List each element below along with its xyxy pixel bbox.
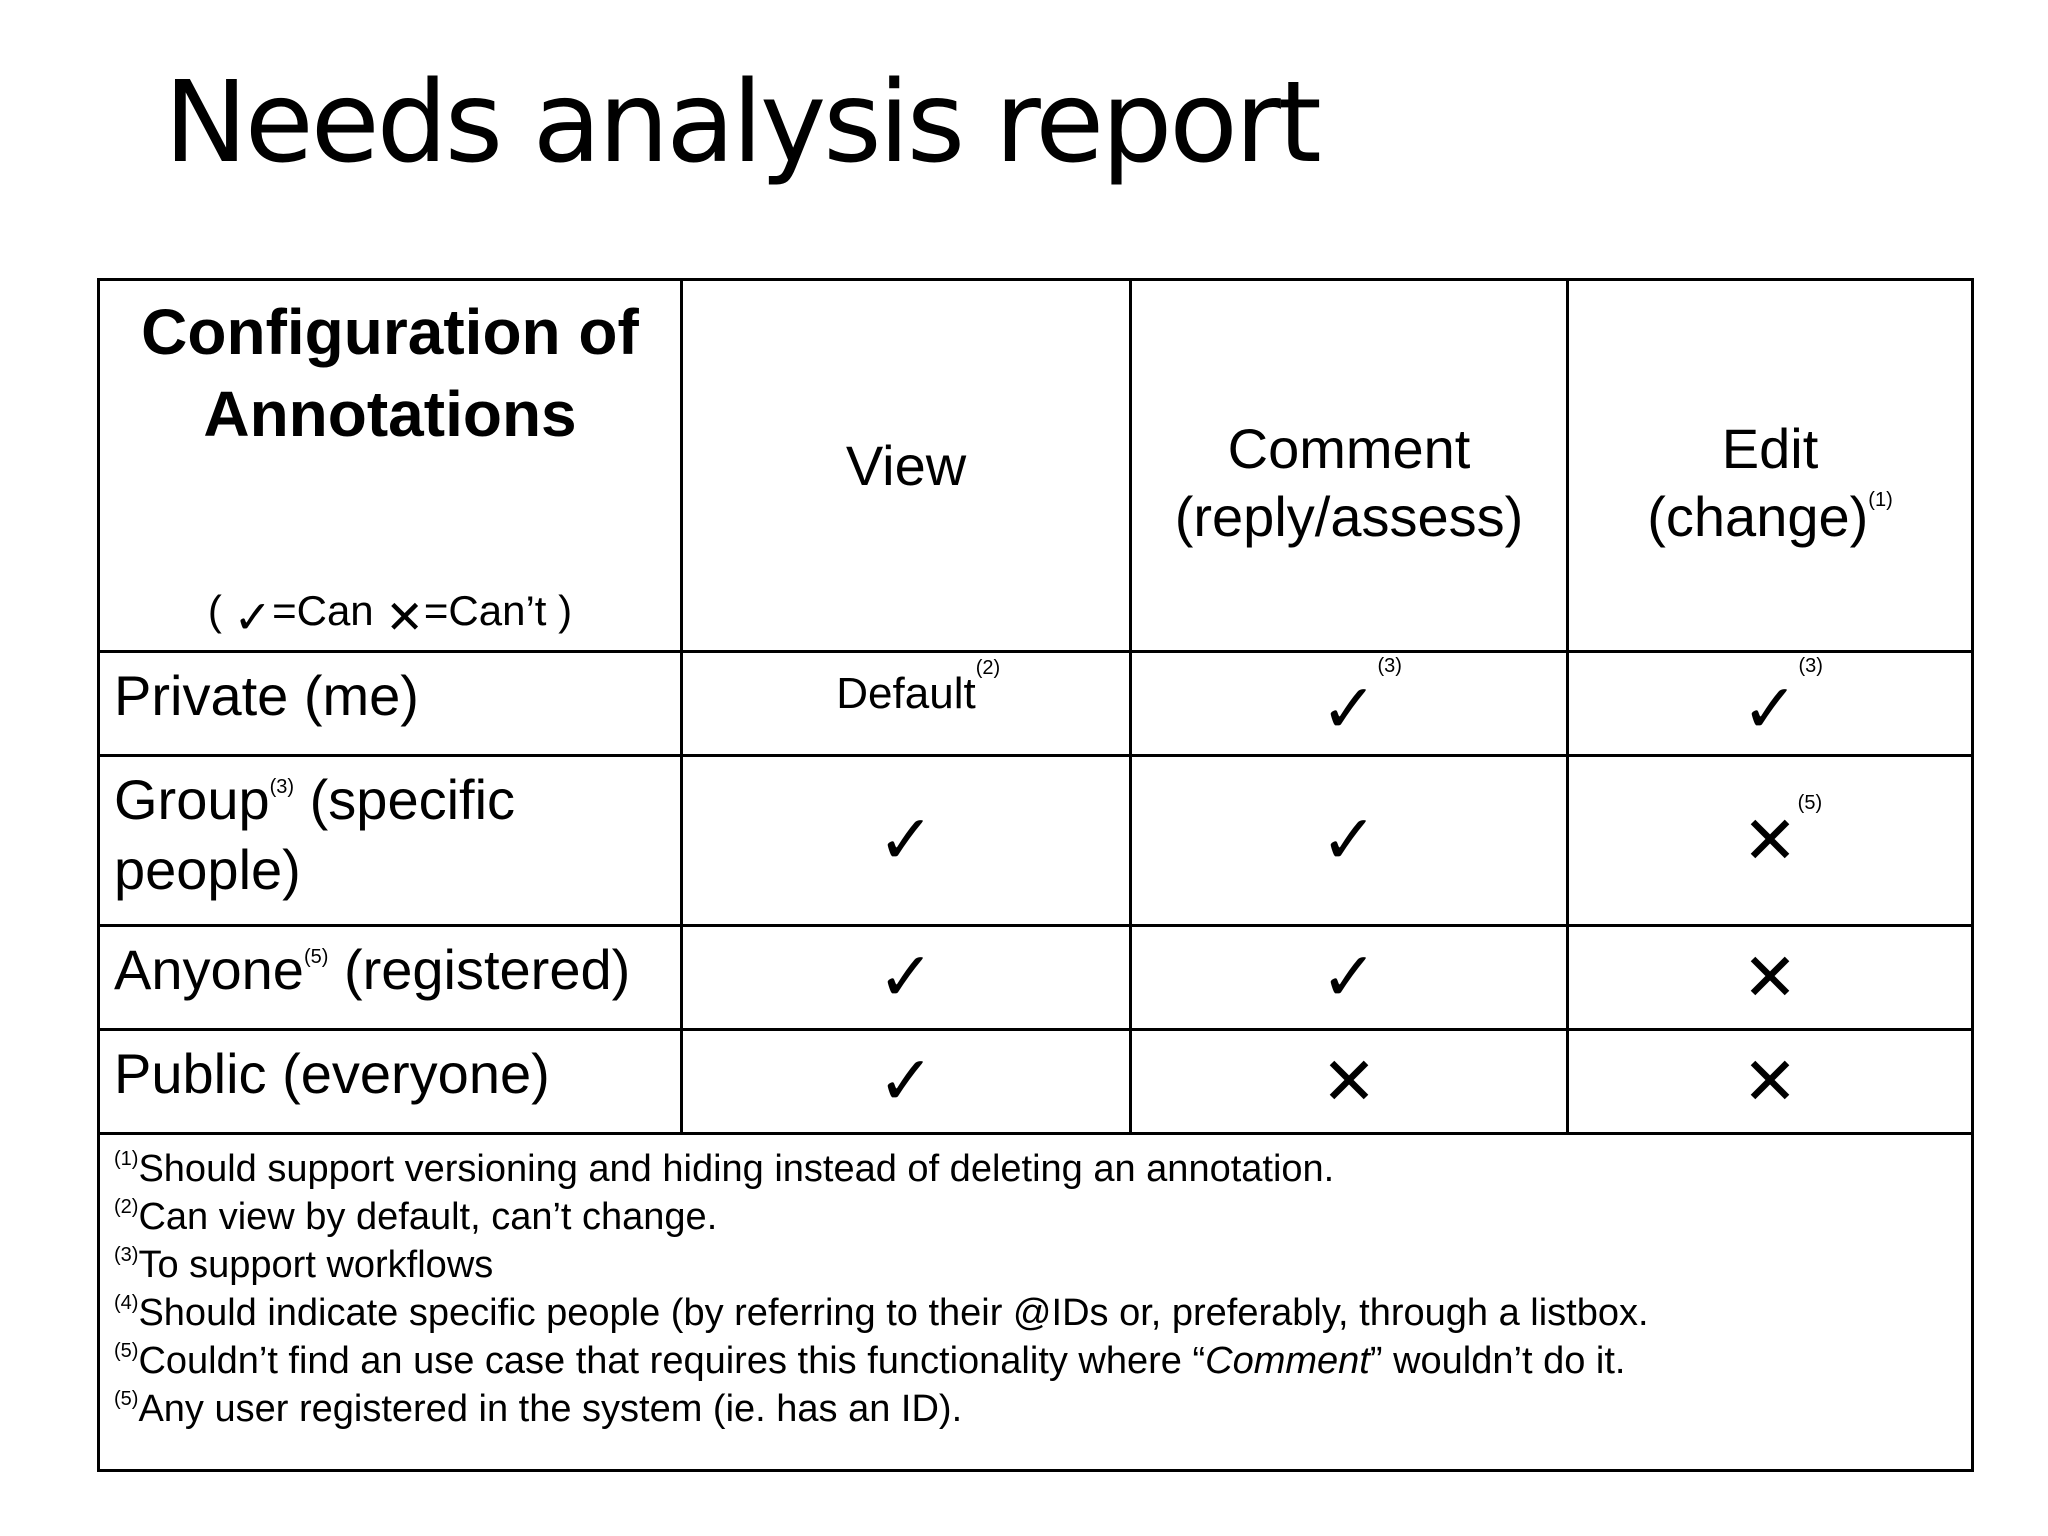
column-header-edit [1568, 280, 1973, 652]
table-row [99, 926, 1973, 1030]
column-header-view [682, 280, 1131, 652]
footnote-ref: (3) [1377, 654, 1402, 677]
table-cell [1568, 926, 1973, 1030]
legend-open: ( [207, 587, 222, 634]
config-header-cell [99, 280, 682, 652]
header-row [99, 280, 1973, 652]
table-cell [1131, 756, 1568, 926]
table-cell [682, 652, 1131, 756]
footnotes-row [99, 1134, 1973, 1471]
footnote-ref: (2) [975, 656, 1001, 679]
table-cell [1568, 652, 1973, 756]
check-icon: ✓ [1320, 669, 1378, 749]
footnote-ref: (5) [1797, 791, 1823, 814]
table-cell [1568, 756, 1973, 926]
legend-cant: =Can’t ) [423, 587, 573, 634]
column-header-line: (change) [1647, 484, 1869, 548]
slide-title: Needs analysis report [164, 58, 1319, 188]
table-cell [682, 756, 1131, 926]
column-header-comment [1131, 280, 1568, 652]
row-label [99, 926, 682, 1030]
row-label-text: Public (everyone) [114, 1042, 550, 1105]
check-icon: ✓ [233, 590, 273, 644]
row-label [99, 1030, 682, 1134]
row-label-text: Anyone [114, 938, 304, 1001]
check-icon: ✓ [1320, 937, 1378, 1017]
check-icon: ✓ [877, 1041, 935, 1121]
column-header-line: (reply/assess) [1174, 484, 1524, 548]
default-label: Default [836, 668, 976, 718]
column-header-line: View [845, 433, 967, 497]
footnote-ref: (3) [269, 776, 295, 798]
column-header-line: Edit [1721, 416, 1819, 480]
row-label-text: Private (me) [114, 664, 419, 727]
footnote: $^{(5)}$Couldn’t find an use case that requires this functionality where “Comment” wouldn’t do it. [114, 1340, 1626, 1382]
legend-can: =Can [272, 587, 374, 634]
row-label-text: (registered) [328, 938, 631, 1001]
table-row [99, 652, 1973, 756]
cross-icon: ✕ [1321, 1042, 1377, 1120]
row-label [99, 756, 682, 926]
row-label-text: (specific people) [114, 768, 516, 901]
check-icon: ✓ [1320, 800, 1378, 880]
cross-icon: ✕ [1742, 801, 1798, 879]
permissions-table [97, 278, 1974, 1472]
cross-icon: ✕ [1742, 1042, 1798, 1120]
table-cell [1568, 1030, 1973, 1134]
footnote: $^{(3)}$To support workflows [114, 1244, 494, 1286]
table-row [99, 756, 1973, 926]
footnote: $^{(4)}$Should indicate specific people (by referring to their @IDs or, preferably, through a listbox. [114, 1292, 1649, 1334]
footnotes-cell [99, 1134, 1973, 1471]
footnote: $^{(1)}$Should support versioning and hiding instead of deleting an annotation. [114, 1148, 1335, 1190]
config-title: Configuration of Annotations [141, 296, 639, 450]
footnote-ref: (1) [1868, 488, 1893, 511]
cross-icon: ✕ [1742, 938, 1798, 1016]
row-label-text: Group [114, 768, 270, 831]
footnote: $^{(5)}$Any user registered in the system (ie. has an ID). [114, 1388, 963, 1430]
table-cell [1131, 652, 1568, 756]
check-icon: ✓ [1741, 669, 1799, 749]
check-icon: ✓ [877, 937, 935, 1017]
check-icon: ✓ [877, 800, 935, 880]
footnote-ref: (5) [303, 946, 329, 968]
table-cell [682, 926, 1131, 1030]
column-header-line: Comment [1227, 416, 1471, 480]
cross-icon: ✕ [385, 590, 424, 644]
row-label [99, 652, 682, 756]
footnote-ref: (3) [1798, 654, 1823, 677]
legend [100, 582, 680, 644]
table-row [99, 1030, 1973, 1134]
table-cell [682, 1030, 1131, 1134]
table-cell [1131, 1030, 1568, 1134]
footnote: $^{(2)}$Can view by default, can’t change. [114, 1196, 718, 1238]
table-cell [1131, 926, 1568, 1030]
